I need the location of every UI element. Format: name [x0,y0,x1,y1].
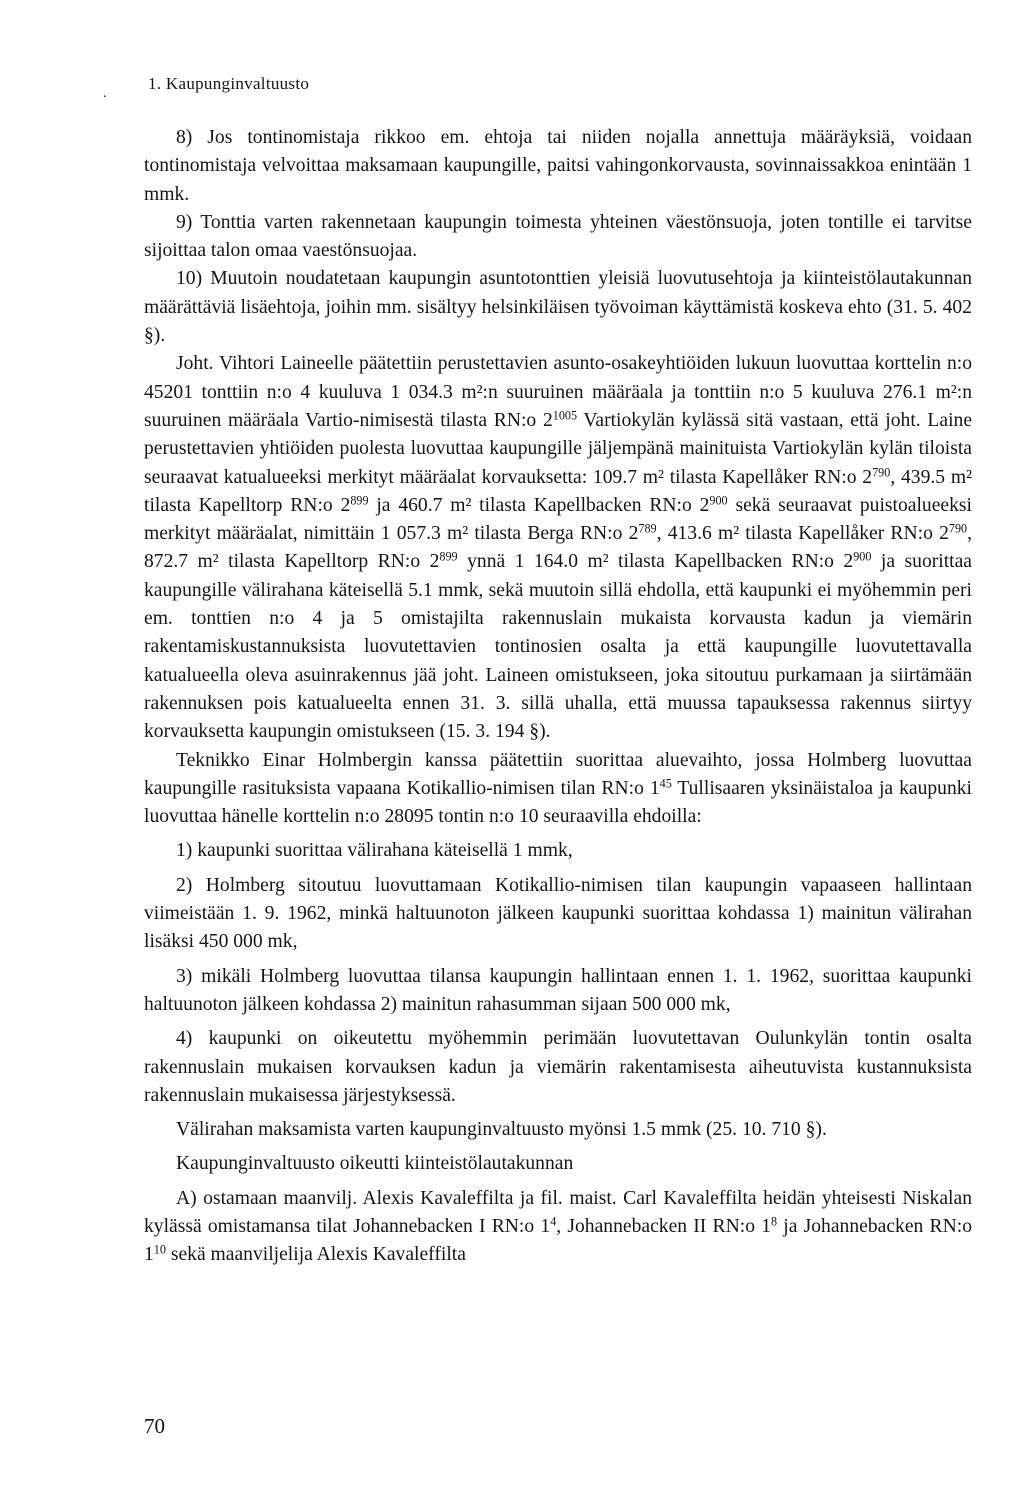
condition-2: 2) Holmberg sitoutuu luovuttamaan Kotikallio-nimisen tilan kaupungin vapaaseen hallintaan viimeistään 1. 9. 1962, minkä haltuunoton jälkeen kaupunki suorittaa kohdassa 1) mainitun välirahan lisäksi 450 000 mk, [144,874,972,953]
margin-mark: . [103,86,107,101]
condition-4: 4) kaupunki on oikeutettu myöhemmin perimään luovutettavan Oulunkylän tontin osalta rakennuslain mukaisen korvauksen kadun ja viemärin rakentamisesta aiheutuvista kustannuksista rakennuslain mukaisessa järjestyksessä. [144,1028,972,1106]
condition-1: 1) kaupunki suorittaa välirahana käteisellä 1 mmk, [176,840,573,862]
body-text [144,124,972,1270]
paragraph-item-8: 8) Jos tontinomistaja rikkoo em. ehtoja tai niiden nojalla annettuja määräyksiä, voidaan tontinomistaja velvoittaa maksamaan kaupungille, paitsi vahingonkorvausta, sovinnaissakkoa enintään 1 mmk. [144,127,972,205]
paragraph-valiraha: Välirahan maksamista varten kaupunginvaltuusto myönsi 1.5 mmk (25. 10. 710 §). [176,1119,827,1141]
paragraph-item-10: 10) Muutoin noudatetaan kaupungin asuntotonttien yleisiä luovutusehtoja ja kiinteistölautakunnan määrättäviä lisäehtoja, joihin mm. sisältyy helsinkiläisen työvoiman käyttämistä koskeva ehto (31. 5. 402 §). [144,268,972,347]
paragraph-oikeutti: Kaupunginvaltuusto oikeutti kiinteistölautakunnan [176,1153,574,1175]
paragraph-holmberg: Teknikko Einar Holmbergin kanssa päätettiin suorittaa aluevaihto, jossa Holmberg luovuttaa kaupungille rasituksista vapaana Kotikallio-nimisen tilan RN:o $1^{45}$ Tullisaaren yksinäistaloa ja kaupunki luovuttaa hänelle korttelin n:o 28095 tontin n:o 10 seuraavilla ehdoilla: [144,749,972,828]
paragraph-a-ostamaan: A) ostamaan maanvilj. Alexis Kavaleffilta ja fil. maist. Carl Kavaleffilta heidän yhteisesti Niskalan kylässä omistamansa tilat Johannebacken I RN:o $1^4$, Johannebacken II RN:o $1^8$ ja Johannebacken RN:o $1^{10}$ sekä maanviljelija Alexis Kavaleffilta [144,1187,972,1266]
page-number: 70 [144,1414,165,1438]
paragraph-item-9: 9) Tonttia varten rakennetaan kaupungin toimesta yhteinen väestönsuoja, joten tontille ei tarvitse sijoittaa talon omaa vaestönsuojaa. [144,211,972,262]
running-header: 1. Kaupunginvaltuusto [148,74,310,93]
paragraph-laine: Joht. Vihtori Laineelle päätettiin perustettavien asunto-osakeyhtiöiden lukuun luovuttaa korttelin n:o 45201 tonttiin n:o 4 kuuluva 1 034.3 m²:n suuruinen määräala ja tonttiin n:o 5 kuuluva 276.1 m²:n suuruinen määräala Vartio-nimisestä tilasta RN:o $2^{1005}$ Vartiokylän kylässä sitä vastaan, että joht. Laine perustettavien yhtiöiden puolesta luovuttaa kaupungille jäljempänä mainituista Vartiokylän kylän tiloista seuraavat katualueeksi merkityt määräalat korvauksetta: 109.7 m² tilasta Kapellåker RN:o $2^{790}$, 439.5 m² tilasta Kapelltorp RN:o $2^{899}$ ja 460.7 m² tilasta Kapellbacken RN:o $2^{900}$ sekä seuraavat puistoalueeksi merkityt määräalat, nimittäin 1 057.3 m² tilasta Berga RN:o $2^{789}$, 413.6 m² tilasta Kapellåker RN:o $2^{790}$, 872.7 m² tilasta Kapelltorp RN:o $2^{899}$ ynnä 1 164.0 m² tilasta Kapellbacken RN:o $2^{900}$ ja suorittaa kaupungille välirahana käteisellä 5.1 mmk, sekä muutoin sillä ehdolla, että kaupunki ei myöhemmin peri em. tonttien n:o 4 ja 5 omistajilta rakennuslain mukaista korvausta kadun ja viemärin rakentamiskustannuksista luovutettavien tontinosien osalta ja että kaupungille luovutettavalla katualueella oleva asuinrakennus jää joht. Laineen omistukseen, joka sitoutuu purkamaan ja siirtämään rakennuksen pois katualueelta ennen 31. 3. sillä uhalla, että muussa tapauksessa rakennus siirtyy korvauksetta kaupungin omistukseen (15. 3. 194 §). [144,353,973,743]
condition-3: 3) mikäli Holmberg luovuttaa tilansa kaupungin hallintaan ennen 1. 1. 1962, suorittaa kaupunki haltuunoton jälkeen kohdassa 2) mainitun rahasumman sijaan 500 000 mk, [144,965,972,1015]
